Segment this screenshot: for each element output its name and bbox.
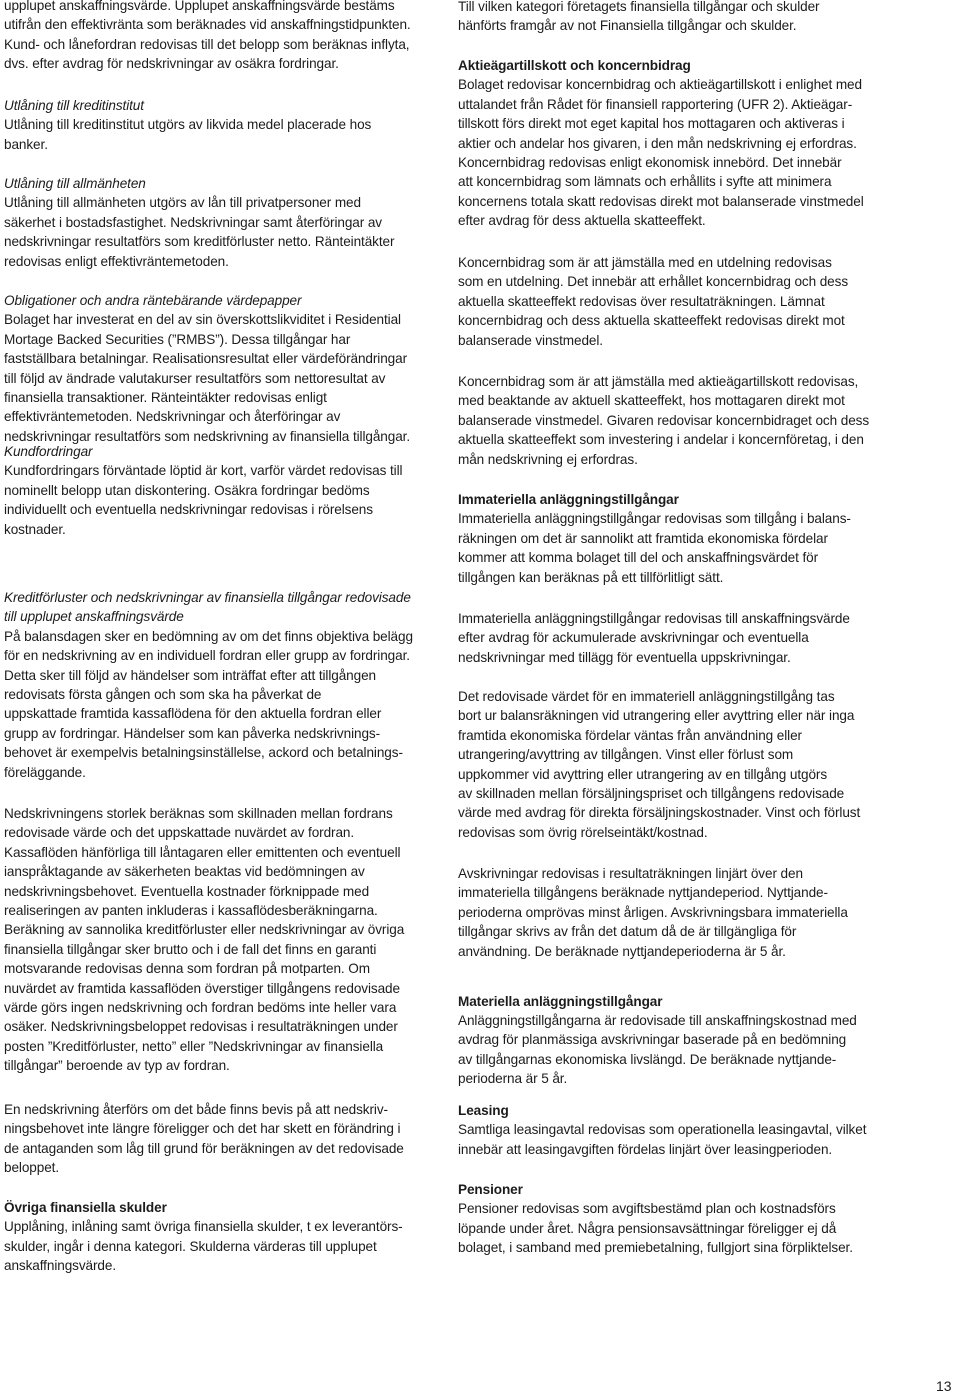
body-text-line: Pensioner redovisas som avgiftsbestämd plan och kostnadsförs: [458, 1200, 836, 1217]
body-text-line: innebär att leasingavgiften fördelas linjärt över leasingperioden.: [458, 1140, 833, 1157]
section-heading: Leasing: [458, 1102, 509, 1118]
body-text-line: Koncernbidrag som är att jämställa med aktieägartillskott redovisas,: [458, 373, 859, 389]
body-text-line: tillgången kan beräknas på ett tillförlitligt sätt.: [458, 568, 724, 585]
body-text-line: bolaget, i samband med premiebetalning, fullgjort sina förpliktelser.: [458, 1239, 853, 1256]
body-text-line: fastställbara betalningar. Realisationsresultat eller värdeförändringar: [4, 350, 408, 367]
body-text-line: posten ”Kreditförluster, netto” eller ”Nedskrivningar av finansiella: [4, 1037, 384, 1054]
body-text-line: Till vilken kategori företagets finansiella tillgångar och skulder: [458, 0, 820, 14]
section-heading: Utlåning till allmänheten: [4, 175, 146, 191]
body-text-line: Nedskrivningens storlek beräknas som skillnaden mellan fordrans: [4, 805, 393, 821]
body-text-line: Beräkning av sannolika kreditförluster eller nedskrivningar av övriga: [4, 921, 405, 938]
body-text-line: Koncernbidrag som är att jämställa med en utdelning redovisas: [458, 254, 832, 270]
body-text-line: dvs. efter avdrag för nedskrivningar av osäkra fordringar.: [4, 55, 339, 72]
body-text-line: balanserade vinstmedel.: [458, 331, 603, 348]
body-text-line: aktuella skatteeffekt redovisas över resultaträkningen. Lämnat: [458, 292, 825, 309]
page-number: 13: [936, 1378, 952, 1394]
section-heading: till upplupet anskaffningsvärde: [4, 608, 184, 625]
body-text-line: individuellt och eventuella nedskrivningar redovisas i rörelsens: [4, 501, 373, 518]
body-text-line: löpande under året. Några pensionsavsättningar föreligger ej då: [458, 1219, 837, 1236]
section-heading: Kreditförluster och nedskrivningar av finansiella tillgångar redovisade: [4, 589, 411, 605]
body-text-line: nedskrivningar resultatförs som nedskrivning av finansiella tillgångar.: [4, 427, 411, 444]
section-heading: Aktieägartillskott och koncernbidrag: [458, 57, 691, 73]
body-text-line: kostnader.: [4, 520, 66, 537]
body-text-line: balanserade vinstmedel. Givaren redovisar koncernbidraget och dess: [458, 411, 870, 428]
body-text-line: Immateriella anläggningstillgångar redovisas som tillgång i balans-: [458, 510, 851, 527]
body-text-line: Det redovisade värdet för en immateriell anläggningstillgång tas: [458, 688, 835, 704]
body-text-line: ianspråktagande av säkerheten beaktas vid bedömningen av: [4, 863, 365, 880]
body-text-line: uppkommer vid avyttring eller utrangering av en tillgång utgörs: [458, 765, 828, 782]
body-text-line: som en utdelning. Det innebär att erhållet koncernbidrag och dess: [458, 273, 849, 290]
body-text-line: motsvarande redovisas denna som fordran på motparten. Om: [4, 960, 370, 977]
body-text-line: behovet är exempelvis betalningsinställelse, ackord och betalnings-: [4, 744, 403, 761]
body-text-line: aktuella skatteeffekt som investering i andelar i koncernföretag, i den: [458, 431, 864, 448]
body-text-line: Kund- och lånefordran redovisas till det belopp som beräknas inflyta,: [4, 35, 410, 52]
body-text-line: tillgångar” beroende av typ av fordran.: [4, 1057, 230, 1074]
body-text-line: perioderna omprövas minst årligen. Avskrivningsbara immateriella: [458, 903, 848, 920]
body-text-line: värde görs ingen nedskrivning och fordran bedöms inte heller vara: [4, 999, 397, 1015]
body-text-line: koncernens totala skatt redovisas direkt mot balanserade vinstmedel: [458, 192, 864, 209]
body-text-line: effektivräntemetoden. Nedskrivningar och återföringar av: [4, 408, 341, 425]
body-text-line: perioderna är 5 år.: [458, 1070, 568, 1087]
body-text-line: hänförts framgår av not Finansiella tillgångar och skulder.: [458, 17, 797, 34]
section-heading: Pensioner: [458, 1181, 523, 1197]
body-text-line: Bolaget redovisar koncernbidrag och aktieägartillskott i enlighet med: [458, 76, 862, 93]
body-text-line: värde med avdrag för direkta försäljningskostnader. Vinst och förlust: [458, 804, 861, 821]
body-text-line: koncernbidrag och dess aktuella skatteeffekt redovisas direkt mot: [458, 312, 845, 329]
body-text-line: En nedskrivning återförs om det både finns bevis på att nedskriv-: [4, 1101, 388, 1117]
body-text-line: grupp av fordringar. Händelser som kan påverka nedskrivnings-: [4, 724, 381, 741]
section-heading: Övriga finansiella skulder: [4, 1199, 167, 1215]
body-text-line: aktier och andelar hos givaren, i den mån nedskrivning ej erfordras.: [458, 134, 857, 151]
body-text-line: anskaffningsvärde.: [4, 1257, 117, 1274]
body-text-line: nominellt belopp utan diskontering. Osäkra fordringar bedöms: [4, 481, 370, 498]
body-text-line: utifrån den effektivränta som beräknades vid anskaffningstidpunkten.: [4, 16, 411, 33]
body-text-line: Utlåning till kreditinstitut utgörs av likvida medel placerade hos: [4, 116, 372, 133]
body-text-line: för en nedskrivning av en individuell fordran eller grupp av fordringar.: [4, 647, 410, 664]
section-heading: Kundfordringar: [4, 443, 93, 459]
body-text-line: finansiella transaktioner. Ränteintäkter redovisas enligt: [4, 389, 327, 405]
body-text-line: realiseringen av panten inkluderas i kassaflödesberäkningarna.: [4, 902, 378, 918]
section-heading: Immateriella anläggningstillgångar: [458, 491, 679, 507]
body-text-line: redovisas som övrig rörelseintäkt/kostnad.: [458, 823, 708, 840]
body-text-line: mån nedskrivning ej erfordras.: [458, 450, 638, 467]
body-text-line: efter avdrag för dess aktuella skatteeffekt.: [458, 212, 706, 229]
body-text-line: bort ur balansräkningen vid utrangering eller avyttring eller när inga: [458, 707, 855, 724]
body-text-line: På balansdagen sker en bedömning av om det finns objektiva belägg: [4, 627, 413, 644]
body-text-line: av skillnaden mellan försäljningspriset och tillgångens redovisade: [458, 785, 845, 801]
body-text-line: utrangering/avyttring av tillgången. Vinst eller förlust som: [458, 746, 794, 763]
body-text-line: avdrag för planmässiga avskrivningar baserade på en bedömning: [458, 1031, 847, 1048]
body-text-line: Anläggningstillgångarna är redovisade till anskaffningskostnad med: [458, 1011, 857, 1028]
body-text-line: redovisas enligt effektivräntemetoden.: [4, 252, 229, 269]
body-text-line: finansiella tillgångar sker brutto och i de fall det finns en garanti: [4, 940, 377, 957]
body-text-line: Kundfordringars förväntade löptid är kort, varför värdet redovisas till: [4, 462, 403, 479]
body-text-line: redovisats första gången och som ska ha påverkat de: [4, 686, 322, 702]
body-text-line: Samtliga leasingavtal redovisas som operationella leasingavtal, vilket: [458, 1121, 867, 1138]
body-text-line: nedskrivningar med tillägg för eventuella uppskrivningar.: [458, 648, 791, 665]
body-text-line: föreläggande.: [4, 763, 86, 780]
body-text-line: upplupet anskaffningsvärde. Upplupet anskaffningsvärde bestäms: [4, 0, 395, 13]
body-text-line: räkningen om det är sannolikt att framtida ekonomiska fördelar: [458, 529, 828, 546]
body-text-line: nedskrivningsbehovet. Eventuella kostnader förknippade med: [4, 882, 370, 899]
body-text-line: uppskattade framtida kassaflödena för den aktuella fordran eller: [4, 705, 382, 722]
body-text-line: uttalandet från Rådet för finansiell rapportering (UFR 2). Aktieägar-: [458, 95, 853, 112]
body-text-line: framtida ekonomiska fördelar väntas från användning eller: [458, 726, 802, 743]
body-text-line: tillgångar skrivs av från det datum då de är tillgängliga för: [458, 923, 797, 940]
body-text-line: de antaganden som låg till grund för beräkningen av det redovisade: [4, 1139, 404, 1156]
body-text-line: användning. De beräknade nyttjandeperioderna är 5 år.: [458, 942, 786, 959]
body-text-line: Utlåning till allmänheten utgörs av lån till privatpersoner med: [4, 194, 361, 211]
body-text-line: redovisade värde och det uppskattade nuvärdet av fordran.: [4, 824, 355, 841]
body-text-line: kommer att komma bolaget till del och anskaffningsvärdet för: [458, 549, 819, 566]
body-text-line: Upplåning, inlåning samt övriga finansiella skulder, t ex leverantörs-: [4, 1218, 403, 1235]
body-text-line: Koncernbidrag redovisas enligt ekonomisk innebörd. Det innebär: [458, 154, 842, 170]
body-text-line: ningsbehovet inte längre föreligger och det har skett en förändring i: [4, 1120, 401, 1137]
section-heading: Obligationer och andra räntebärande värdepapper: [4, 292, 302, 308]
body-text-line: nuvärdet av framtida kassaflöden överstiger tillgångens redovisade: [4, 979, 400, 996]
body-text-line: Kassaflöden hänförliga till låntagaren eller emittenten och eventuell: [4, 843, 401, 860]
body-text-line: säkerhet i bostadsfastighet. Nedskrivningar samt återföringar av: [4, 213, 382, 230]
body-text-line: att koncernbidrag som lämnats och erhållits i syfte att minimera: [458, 173, 832, 190]
body-text-line: nedskrivningar resultatförs som kreditförluster netto. Ränteintäkter: [4, 233, 395, 250]
body-text-line: Bolaget har investerat en del av sin överskottslikviditet i Residential: [4, 311, 401, 328]
section-heading: Materiella anläggningstillgångar: [458, 992, 663, 1009]
section-heading: Utlåning till kreditinstitut: [4, 97, 144, 113]
body-text-line: beloppet.: [4, 1159, 60, 1176]
body-text-line: Mortage Backed Securities (”RMBS”). Dessa tillgångar har: [4, 330, 351, 347]
body-text-line: till följd av ändrade valutakurser resultatförs som nettoresultat av: [4, 369, 386, 386]
body-text-line: skulder, ingår i denna kategori. Skulderna värderas till upplupet: [4, 1237, 377, 1254]
body-text-line: Avskrivningar redovisas i resultaträkningen linjärt över den: [458, 865, 803, 881]
body-text-line: banker.: [4, 135, 48, 152]
body-text-line: av tillgångarnas ekonomiska livslängd. De beräknade nyttjande-: [458, 1050, 837, 1067]
body-text-line: efter avdrag för ackumulerade avskrivningar och eventuella: [458, 629, 809, 646]
body-text-line: osäker. Nedskrivningsbeloppet redovisas i resultaträkningen under: [4, 1018, 398, 1035]
body-text-line: Detta sker till följd av händelser som inträffat efter att tillgången: [4, 666, 376, 683]
body-text-line: med beaktande av aktuell skatteeffekt, hos mottagaren direkt mot: [458, 392, 845, 409]
body-text-line: Immateriella anläggningstillgångar redovisas till anskaffningsvärde: [458, 610, 850, 626]
body-text-line: tillskott förs direkt mot eget kapital hos mottagaren och aktiveras i: [458, 115, 845, 132]
body-text-line: immateriella tillgångens beräknade nyttjandeperiod. Nyttjande-: [458, 884, 828, 901]
